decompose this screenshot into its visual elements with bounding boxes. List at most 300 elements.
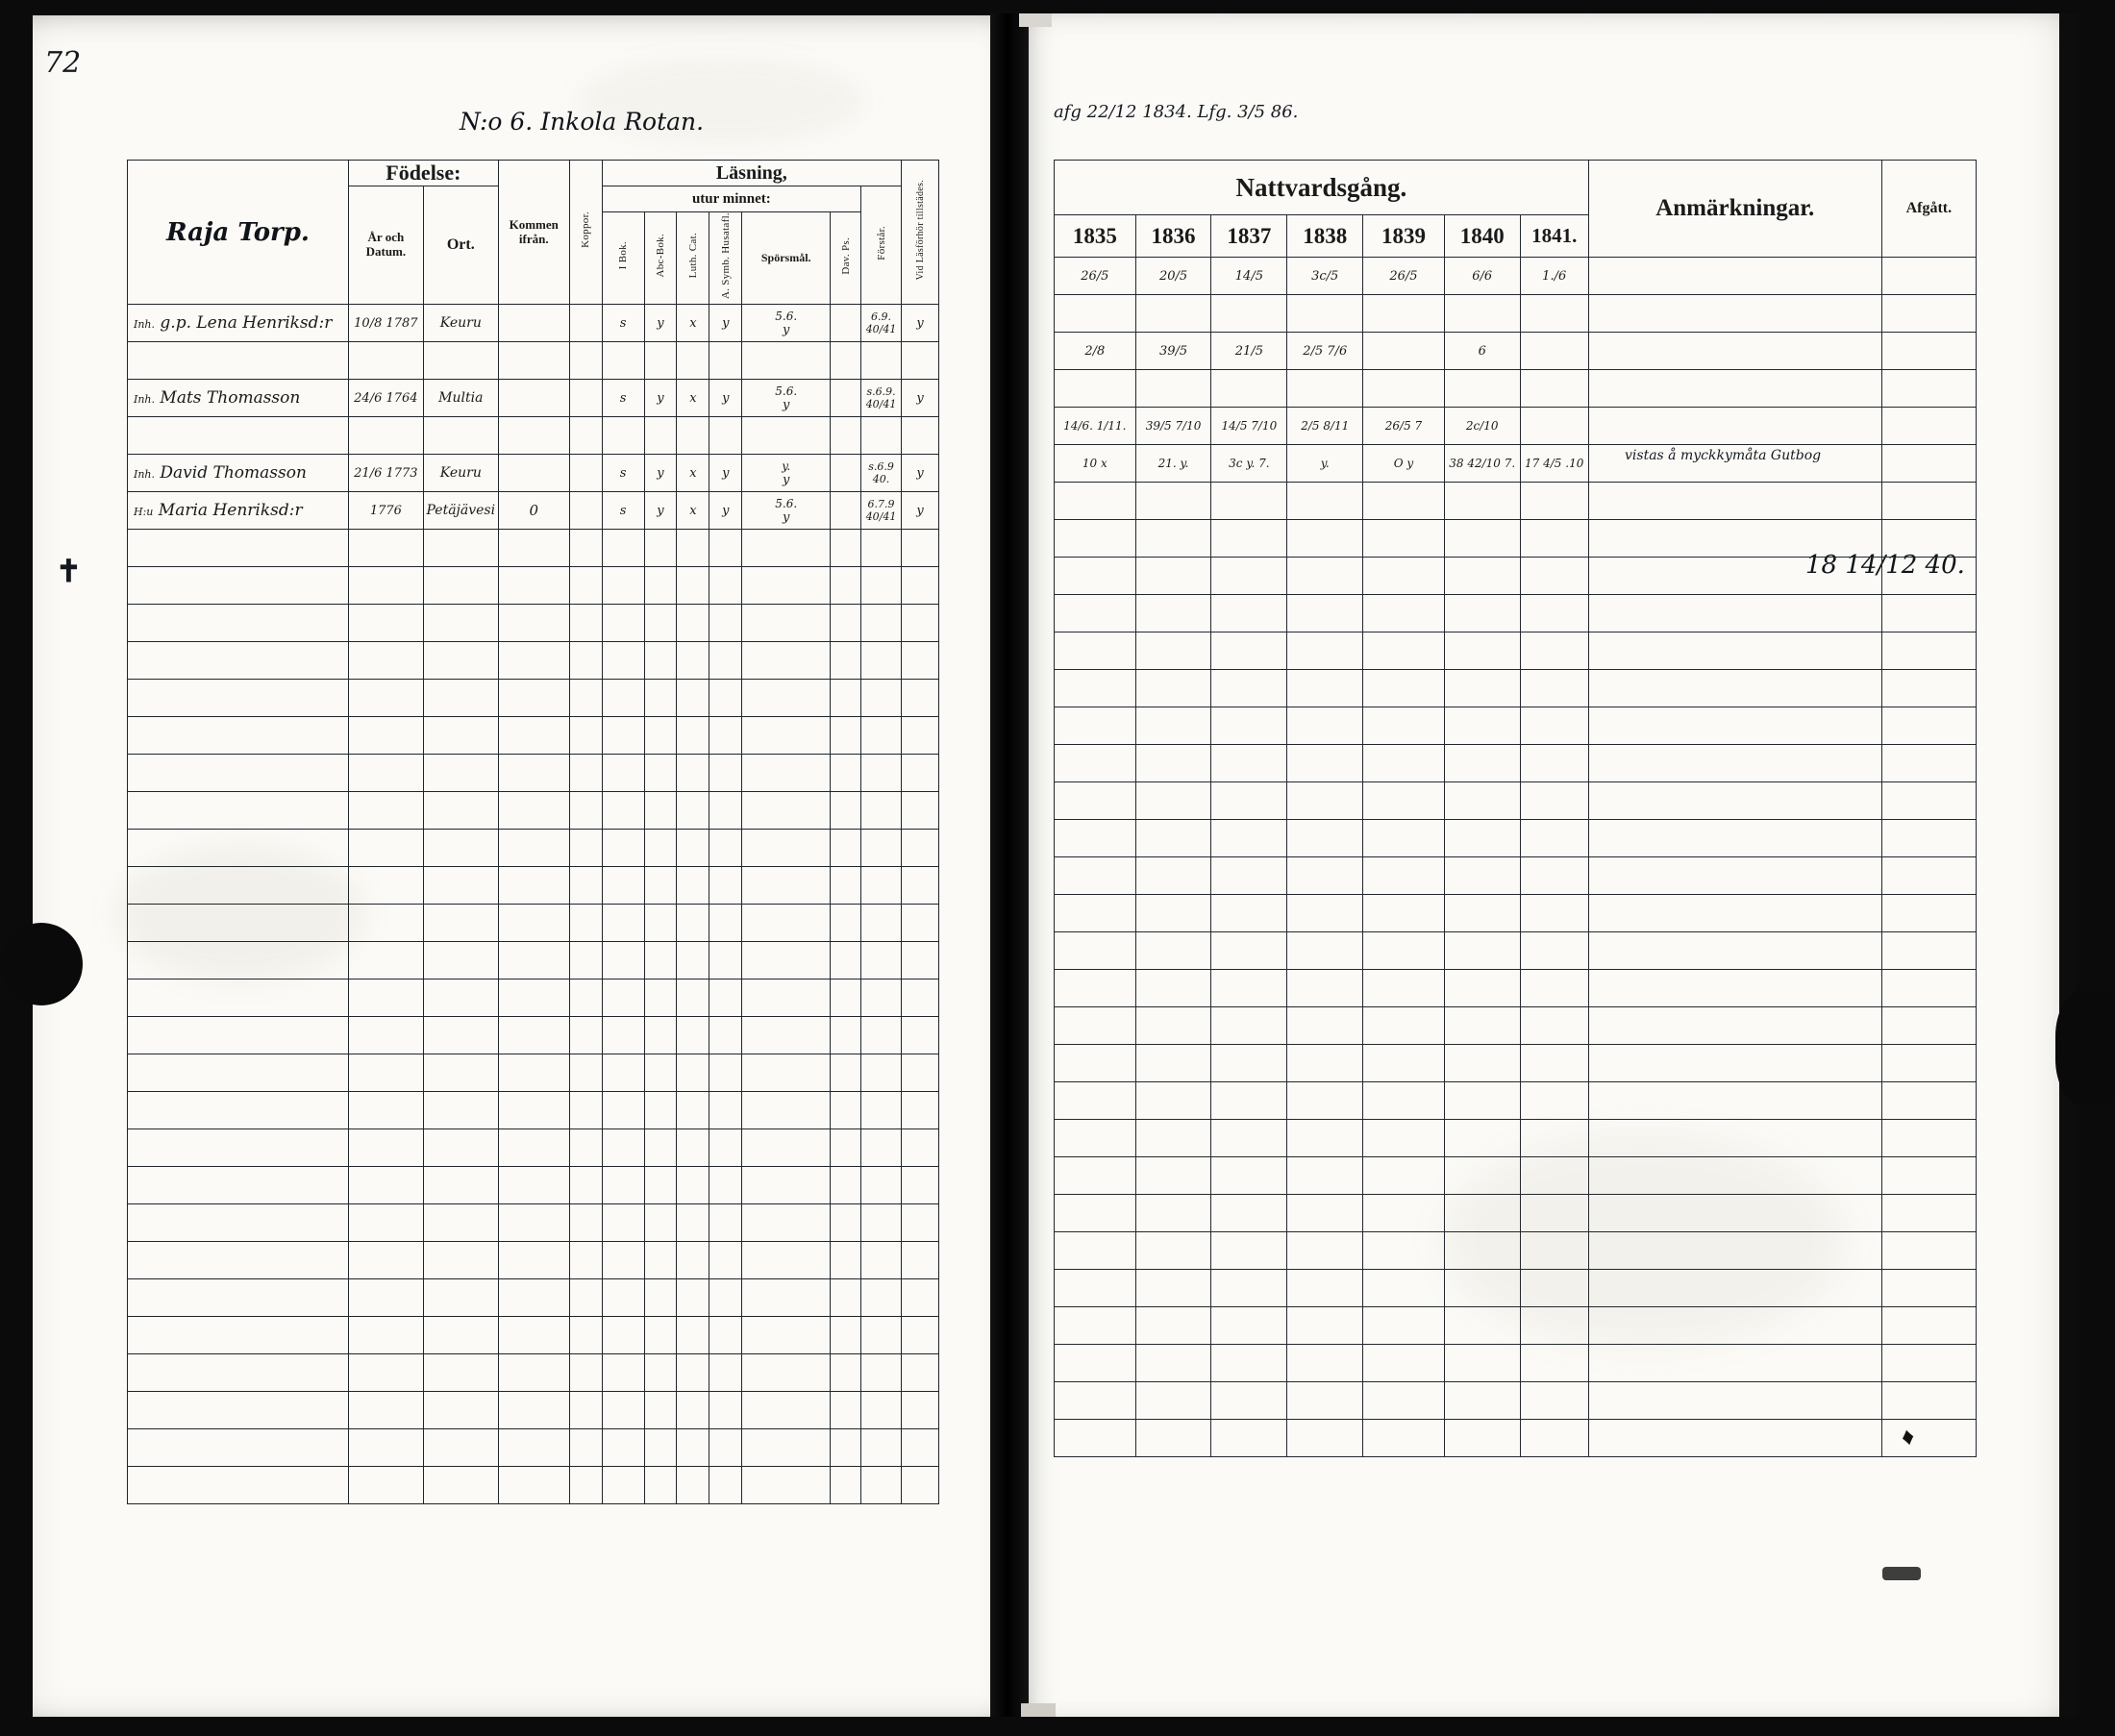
empty-cell [1444, 970, 1520, 1007]
year-header-1835: 1835 [1055, 215, 1136, 258]
comm-1838-row4: y. [1287, 445, 1363, 483]
empty-cell [498, 680, 569, 717]
table-row [1055, 295, 1977, 333]
empty-cell [1135, 595, 1211, 632]
row-sporsmal-1: 5.6. y [742, 305, 831, 342]
remarks-header: Anmärkningar. [1588, 161, 1881, 258]
empty-cell [1055, 1382, 1136, 1420]
empty-cell [1444, 1082, 1520, 1120]
empty-cell [498, 1167, 569, 1204]
empty-cell [709, 680, 742, 717]
comm-1836-row1: 20/5 [1135, 258, 1211, 295]
empty-cell [902, 1242, 939, 1279]
empty-cell [128, 605, 349, 642]
empty-cell [709, 567, 742, 605]
empty-cell [569, 1317, 602, 1354]
row-luth-1: x [677, 305, 709, 342]
empty-cell [831, 830, 861, 867]
empty-cell [1135, 707, 1211, 745]
table-row-empty [1055, 1045, 1977, 1082]
table-row-empty [128, 867, 939, 905]
empty-cell [128, 567, 349, 605]
empty-cell [1055, 1420, 1136, 1457]
table-row-empty [128, 1204, 939, 1242]
comm-1837-row3: 14/5 7/10 [1211, 408, 1287, 445]
empty-cell [569, 1167, 602, 1204]
empty-cell [569, 530, 602, 567]
empty-cell [677, 905, 709, 942]
row-ibok-2: s [602, 380, 644, 417]
empty-cell [861, 1279, 902, 1317]
empty-cell [1881, 595, 1976, 632]
names-column-header: Raja Torp. [165, 217, 310, 247]
comm-1835-row1: 26/5 [1055, 258, 1136, 295]
empty-cell [742, 792, 831, 830]
empty-cell [1135, 1307, 1211, 1345]
communion-group-header: Nattvardsgång. [1055, 161, 1589, 215]
empty-cell [128, 530, 349, 567]
empty-cell [569, 642, 602, 680]
empty-cell [861, 1467, 902, 1504]
reading-group-header: Läsning, [602, 161, 901, 186]
empty-cell [902, 1092, 939, 1129]
scan-edge-bottom [0, 1717, 2115, 1736]
empty-cell [831, 530, 861, 567]
empty-cell [348, 1429, 423, 1467]
table-row-empty [1055, 1195, 1977, 1232]
empty-cell [569, 1467, 602, 1504]
row-davps-4 [831, 492, 861, 530]
table-row [1055, 370, 1977, 408]
row-luth-2: x [677, 380, 709, 417]
empty-cell [677, 1242, 709, 1279]
year-header-1836: 1836 [1135, 215, 1211, 258]
empty-cell [1055, 895, 1136, 932]
empty-cell [128, 942, 349, 980]
empty-cell [423, 1092, 498, 1129]
empty-cell [602, 1129, 644, 1167]
empty-cell [1135, 1270, 1211, 1307]
empty-cell [1444, 1120, 1520, 1157]
empty-cell [861, 830, 902, 867]
empty-cell [423, 642, 498, 680]
empty-cell [831, 942, 861, 980]
empty-cell [742, 1317, 831, 1354]
row-symb-4: y [709, 492, 742, 530]
empty-cell [677, 567, 709, 605]
empty-cell [1588, 1307, 1881, 1345]
row-sporsmal-2: 5.6. y [742, 380, 831, 417]
row-birthplace-2: Multia [423, 380, 498, 417]
empty-cell [602, 1054, 644, 1092]
empty-cell [1055, 782, 1136, 820]
empty-cell [742, 567, 831, 605]
empty-cell [1135, 745, 1211, 782]
empty-cell [644, 1354, 677, 1392]
row-abc-1: y [644, 305, 677, 342]
empty-cell [1135, 1345, 1211, 1382]
comm-1841-row2 [1520, 333, 1588, 370]
empty-cell [902, 1279, 939, 1317]
empty-cell [602, 1467, 644, 1504]
row-birthplace-3: Keuru [423, 455, 498, 492]
row-name-1: Inh. g.p. Lena Henriksd:r [128, 305, 349, 342]
table-row-empty [128, 1017, 939, 1054]
empty-cell [677, 830, 709, 867]
empty-cell [677, 1429, 709, 1467]
empty-cell [831, 1167, 861, 1204]
table-row-empty [1055, 1420, 1977, 1457]
empty-cell [709, 1092, 742, 1129]
row-camefrom-3 [498, 455, 569, 492]
empty-cell [709, 605, 742, 642]
empty-cell [498, 567, 569, 605]
empty-cell [1055, 1232, 1136, 1270]
empty-cell [569, 792, 602, 830]
empty-cell [1363, 1045, 1445, 1082]
row-name-4: H:u Maria Henriksd:r [128, 492, 349, 530]
empty-cell [1363, 632, 1445, 670]
empty-cell [742, 680, 831, 717]
comm-1839-row3: 26/5 7 [1363, 408, 1445, 445]
empty-cell [1363, 483, 1445, 520]
empty-cell [423, 1467, 498, 1504]
table-row-empty [1055, 895, 1977, 932]
row-luth-3: x [677, 455, 709, 492]
row-ibok-3: s [602, 455, 644, 492]
empty-cell [1520, 558, 1588, 595]
empty-cell [498, 867, 569, 905]
empty-cell [1135, 1420, 1211, 1457]
empty-cell [1363, 970, 1445, 1007]
empty-cell [1211, 745, 1287, 782]
row-abc-2: y [644, 380, 677, 417]
empty-cell [569, 1242, 602, 1279]
empty-cell [423, 1279, 498, 1317]
departed-row1 [1881, 258, 1976, 295]
empty-cell [709, 755, 742, 792]
empty-cell [902, 680, 939, 717]
empty-cell [1881, 483, 1976, 520]
empty-cell [1211, 932, 1287, 970]
empty-cell [861, 942, 902, 980]
empty-cell [709, 642, 742, 680]
empty-cell [1588, 1270, 1881, 1307]
empty-cell [1444, 1345, 1520, 1382]
empty-cell [1287, 857, 1363, 895]
empty-cell [644, 905, 677, 942]
empty-cell [1211, 1157, 1287, 1195]
empty-cell [1881, 1307, 1976, 1345]
empty-cell [1881, 1045, 1976, 1082]
empty-cell [861, 1092, 902, 1129]
empty-cell [602, 1242, 644, 1279]
empty-cell [1881, 745, 1976, 782]
empty-cell [348, 1054, 423, 1092]
archive-stamp: ♦ [1899, 1421, 1918, 1452]
page-title: N:o 6. Inkola Rotan. [460, 108, 705, 136]
row-name-3: Inh. David Thomasson [128, 455, 349, 492]
departed-row4 [1881, 445, 1976, 483]
empty-cell [1211, 707, 1287, 745]
empty-cell [902, 792, 939, 830]
empty-cell [1588, 1157, 1881, 1195]
empty-cell [1881, 1007, 1976, 1045]
empty-cell [569, 830, 602, 867]
empty-cell [569, 605, 602, 642]
empty-cell [831, 792, 861, 830]
empty-cell [128, 680, 349, 717]
empty-cell [742, 1242, 831, 1279]
empty-cell [1444, 1420, 1520, 1457]
empty-cell [902, 980, 939, 1017]
comm-1836-row2: 39/5 [1135, 333, 1211, 370]
empty-cell [1287, 1195, 1363, 1232]
empty-cell [709, 1242, 742, 1279]
table-row-empty [1055, 595, 1977, 632]
empty-cell [1444, 520, 1520, 558]
empty-cell [742, 1279, 831, 1317]
empty-cell [1520, 707, 1588, 745]
empty-cell [1211, 1007, 1287, 1045]
empty-cell [498, 1354, 569, 1392]
empty-cell [569, 567, 602, 605]
empty-cell [498, 905, 569, 942]
empty-cell [602, 755, 644, 792]
scan-edge-top [0, 0, 2115, 13]
table-row-empty [1055, 1307, 1977, 1345]
empty-cell [1363, 857, 1445, 895]
empty-cell [1287, 1307, 1363, 1345]
empty-cell [1444, 820, 1520, 857]
comm-1838-row2: 2/5 7/6 [1287, 333, 1363, 370]
empty-cell [1363, 707, 1445, 745]
table-row-empty [1055, 1120, 1977, 1157]
empty-cell [1520, 895, 1588, 932]
departed-row2 [1881, 333, 1976, 370]
empty-cell [742, 1054, 831, 1092]
empty-cell [1444, 595, 1520, 632]
empty-cell [831, 1354, 861, 1392]
row-symb-2: y [709, 380, 742, 417]
empty-cell [831, 1204, 861, 1242]
empty-cell [644, 792, 677, 830]
empty-cell [742, 717, 831, 755]
empty-cell [1363, 782, 1445, 820]
empty-cell [1520, 782, 1588, 820]
empty-cell [861, 567, 902, 605]
empty-cell [1588, 558, 1881, 595]
empty-cell [498, 530, 569, 567]
empty-cell [1135, 632, 1211, 670]
empty-cell [1055, 1157, 1136, 1195]
empty-cell [423, 1167, 498, 1204]
table-row [1055, 445, 1977, 483]
table-row-empty [128, 605, 939, 642]
year-header-1839: 1839 [1363, 215, 1445, 258]
empty-cell [831, 1054, 861, 1092]
table-row [1055, 333, 1977, 370]
empty-cell [423, 1204, 498, 1242]
empty-cell [677, 1092, 709, 1129]
empty-cell [569, 680, 602, 717]
empty-cell [498, 642, 569, 680]
empty-cell [423, 605, 498, 642]
empty-cell [1055, 1045, 1136, 1082]
empty-cell [1287, 1007, 1363, 1045]
empty-cell [709, 717, 742, 755]
empty-cell [742, 530, 831, 567]
empty-cell [1520, 1082, 1588, 1120]
empty-cell [1588, 782, 1881, 820]
empty-cell [1520, 1420, 1588, 1457]
empty-cell [498, 830, 569, 867]
empty-cell [1520, 1345, 1588, 1382]
table-row-empty [128, 1242, 939, 1279]
empty-cell [1135, 820, 1211, 857]
empty-cell [1588, 745, 1881, 782]
empty-cell [1520, 820, 1588, 857]
right-empty-rows [1055, 483, 1977, 1457]
empty-cell [348, 1354, 423, 1392]
dav-ps-header: Dav. Ps. [831, 212, 861, 305]
empty-cell [1520, 1195, 1588, 1232]
empty-cell [1588, 1195, 1881, 1232]
empty-cell [1363, 1270, 1445, 1307]
empty-cell [498, 1092, 569, 1129]
empty-cell [1881, 932, 1976, 970]
empty-cell [902, 830, 939, 867]
empty-cell [644, 1279, 677, 1317]
empty-cell [831, 1279, 861, 1317]
empty-cell [128, 1204, 349, 1242]
row-abc-4: y [644, 492, 677, 530]
empty-cell [348, 755, 423, 792]
empty-cell [348, 1317, 423, 1354]
empty-cell [569, 1279, 602, 1317]
row-sporsmal-4: 5.6. y [742, 492, 831, 530]
empty-cell [1287, 932, 1363, 970]
empty-cell [1444, 1195, 1520, 1232]
empty-cell [1055, 1082, 1136, 1120]
comm-1835-row4: 10 x [1055, 445, 1136, 483]
row-forstand-2: s.6.9. 40/41 [861, 380, 902, 417]
empty-cell [128, 1054, 349, 1092]
row-vid-2: y [902, 380, 939, 417]
empty-cell [1881, 895, 1976, 932]
empty-cell [709, 1467, 742, 1504]
empty-cell [1287, 595, 1363, 632]
empty-cell [1287, 820, 1363, 857]
comm-1837-row4: 3c y. 7. [1211, 445, 1287, 483]
empty-cell [602, 867, 644, 905]
empty-cell [677, 1204, 709, 1242]
empty-cell [1520, 1382, 1588, 1420]
empty-cell [128, 1092, 349, 1129]
empty-cell [1363, 895, 1445, 932]
empty-cell [1135, 558, 1211, 595]
empty-cell [861, 1167, 902, 1204]
empty-cell [644, 1392, 677, 1429]
page-number: 72 [44, 46, 82, 80]
empty-cell [831, 605, 861, 642]
row-davps-1 [831, 305, 861, 342]
empty-cell [677, 605, 709, 642]
empty-cell [1444, 1045, 1520, 1082]
table-row [1055, 408, 1977, 445]
empty-cell [1287, 1382, 1363, 1420]
empty-cell [742, 1354, 831, 1392]
table-row-empty [1055, 1232, 1977, 1270]
empty-cell [709, 942, 742, 980]
empty-cell [902, 1429, 939, 1467]
remark-annotation-row2: vistas å myckkymåta Gutbog [1625, 448, 1822, 463]
empty-cell [1287, 1420, 1363, 1457]
empty-cell [742, 1017, 831, 1054]
empty-cell [1135, 670, 1211, 707]
empty-cell [1055, 970, 1136, 1007]
empty-cell [1881, 1270, 1976, 1307]
empty-cell [423, 980, 498, 1017]
empty-cell [677, 642, 709, 680]
empty-cell [423, 680, 498, 717]
empty-cell [348, 980, 423, 1017]
empty-cell [348, 717, 423, 755]
empty-cell [709, 530, 742, 567]
empty-cell [348, 567, 423, 605]
empty-cell [602, 1017, 644, 1054]
empty-cell [1520, 483, 1588, 520]
empty-cell [602, 567, 644, 605]
empty-cell [644, 717, 677, 755]
empty-cell [1520, 520, 1588, 558]
left-empty-rows [128, 530, 939, 1504]
empty-cell [709, 792, 742, 830]
empty-cell [498, 1054, 569, 1092]
sporsmal-header: Spörsmål. [742, 212, 831, 305]
empty-cell [498, 1429, 569, 1467]
empty-cell [831, 1392, 861, 1429]
empty-cell [831, 905, 861, 942]
table-row-empty [128, 1054, 939, 1092]
empty-cell [1287, 707, 1363, 745]
table-row-empty [128, 717, 939, 755]
abc-header: Abc-Bok. [644, 212, 677, 305]
empty-cell [1211, 970, 1287, 1007]
empty-cell [1055, 558, 1136, 595]
empty-cell [709, 1017, 742, 1054]
empty-cell [1055, 595, 1136, 632]
empty-cell [1211, 782, 1287, 820]
empty-cell [348, 792, 423, 830]
empty-cell [498, 942, 569, 980]
empty-cell [348, 867, 423, 905]
empty-cell [569, 717, 602, 755]
comm-1835-row3: 14/6. 1/11. [1055, 408, 1136, 445]
empty-cell [423, 905, 498, 942]
empty-cell [1881, 632, 1976, 670]
empty-cell [1444, 632, 1520, 670]
empty-cell [602, 530, 644, 567]
empty-cell [1135, 1007, 1211, 1045]
empty-cell [677, 717, 709, 755]
empty-cell [861, 530, 902, 567]
row-camefrom-4: 0 [498, 492, 569, 530]
empty-cell [569, 942, 602, 980]
empty-cell [128, 642, 349, 680]
birth-group-header: Födelse: [348, 161, 498, 186]
table-row-empty [1055, 520, 1977, 558]
